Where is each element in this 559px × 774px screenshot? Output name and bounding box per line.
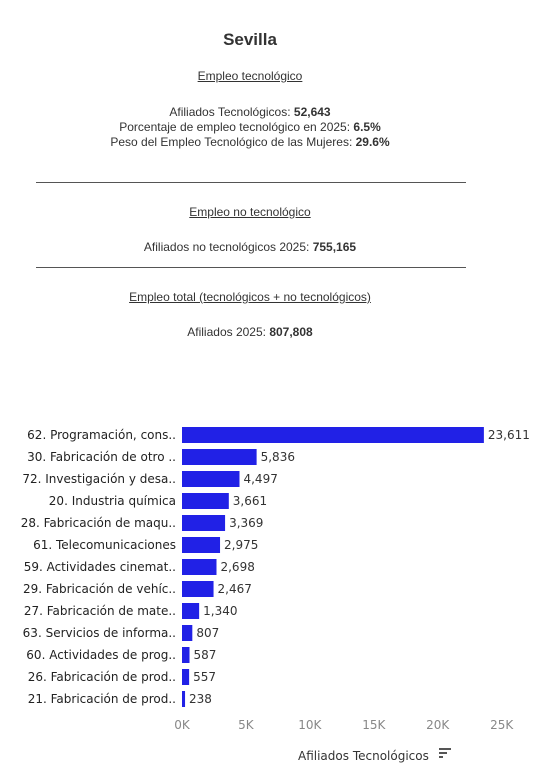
category-label: 63. Servicios de informa..	[22, 626, 176, 640]
value-label: 1,340	[203, 604, 238, 618]
value-label: 5,836	[260, 450, 295, 464]
category-label: 26. Fabricación de prod..	[27, 670, 176, 684]
value-label: 3,369	[229, 516, 264, 530]
nontech-afiliados-label: Afiliados no tecnológicos 2025:	[143, 240, 313, 254]
category-label: 62. Programación, cons..	[27, 428, 176, 442]
category-label: 29. Fabricación de vehíc..	[22, 582, 176, 596]
bars	[21, 427, 530, 707]
bar[interactable]	[182, 559, 216, 575]
category-label: 27. Fabricación de mate..	[23, 604, 176, 618]
bar[interactable]	[182, 691, 185, 707]
bar[interactable]	[182, 471, 239, 487]
total-afiliados-value: 807,808	[269, 325, 313, 339]
category-label: 61. Telecomunicaciones	[33, 538, 176, 552]
x-tick-label: 0K	[174, 718, 190, 732]
tech-afiliados-label: Afiliados Tecnológicos:	[169, 105, 294, 119]
bar[interactable]	[182, 625, 192, 641]
x-axis	[174, 718, 514, 732]
bar[interactable]	[182, 515, 225, 531]
sort-descending-icon[interactable]	[439, 748, 451, 758]
value-label: 2,975	[224, 538, 259, 552]
value-label: 238	[189, 692, 212, 706]
value-label: 807	[196, 626, 220, 640]
bar[interactable]	[182, 493, 229, 509]
category-label: 21. Fabricación de prod..	[27, 692, 176, 706]
value-label: 2,698	[220, 560, 255, 574]
x-tick-label: 25K	[490, 718, 514, 732]
x-tick-label: 10K	[298, 718, 322, 732]
total-afiliados	[0, 325, 500, 339]
bar[interactable]	[182, 669, 189, 685]
divider	[36, 267, 466, 268]
total-afiliados-label: Afiliados 2025:	[187, 325, 270, 339]
category-label: 28. Fabricación de maqu..	[20, 516, 176, 530]
value-label: 3,661	[232, 494, 268, 508]
bar[interactable]	[182, 603, 199, 619]
tech-peso-label: Peso del Empleo Tecnológico de las Mujeres:	[110, 135, 356, 149]
x-tick-label: 15K	[362, 718, 386, 732]
tech-peso	[0, 135, 500, 149]
category-label: 60. Actividades de prog..	[26, 648, 176, 662]
tech-porcentaje	[0, 120, 500, 134]
tech-afiliados-value: 52,643	[293, 105, 331, 119]
value-label: 4,497	[243, 472, 278, 486]
bar[interactable]	[182, 449, 257, 465]
x-axis-title: Afiliados Tecnológicos	[298, 749, 429, 763]
tech-heading: Empleo tecnológico	[197, 69, 303, 83]
value-label: 557	[193, 670, 217, 684]
x-tick-label: 5K	[238, 718, 254, 732]
value-label: 587	[193, 648, 217, 662]
category-label: 59. Actividades cinemat..	[23, 560, 176, 574]
bar[interactable]	[182, 537, 220, 553]
bar[interactable]	[182, 427, 484, 443]
divider	[36, 182, 466, 183]
nontech-afiliados-value: 755,165	[312, 240, 357, 254]
bar[interactable]	[182, 581, 214, 597]
tech-porcentaje-label: Porcentaje de empleo tecnológico en 2025:	[119, 120, 354, 134]
x-tick-label: 20K	[426, 718, 450, 732]
tech-afiliados	[0, 105, 500, 119]
bar[interactable]	[182, 647, 190, 663]
bar-chart	[0, 415, 559, 774]
category-label: 20. Industria química	[48, 494, 176, 508]
value-label: 2,467	[217, 582, 252, 596]
total-heading: Empleo total (tecnológicos + no tecnológicos)	[129, 290, 371, 304]
tech-porcentaje-value: 6.5%	[353, 120, 381, 134]
value-label: 23,611	[487, 428, 530, 442]
category-label: 30. Fabricación de otro ..	[27, 450, 176, 464]
nontech-afiliados	[0, 240, 500, 254]
page-title: Sevilla	[223, 30, 277, 49]
tech-peso-value: 29.6%	[355, 135, 390, 149]
category-label: 72. Investigación y desa..	[22, 472, 176, 486]
nontech-heading: Empleo no tecnológico	[189, 205, 311, 219]
